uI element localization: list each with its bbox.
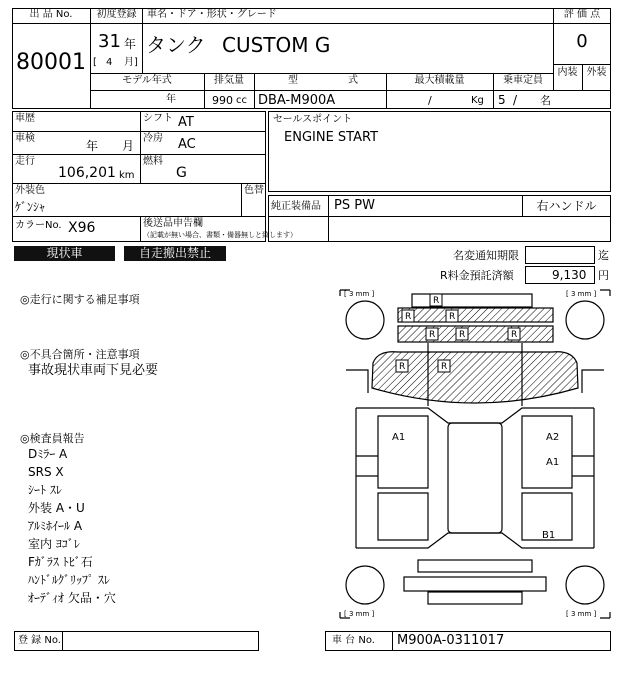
- inspector-item: ﾊﾝﾄﾞﾙｸﾞﾘｯﾌﾟ ｽﾚ: [28, 573, 110, 587]
- chassis-number: M900A-0311017: [397, 633, 505, 648]
- after-doc-label: 後送品申告欄: [143, 218, 203, 229]
- svg-text:R: R: [429, 330, 436, 340]
- recycle-label: R料金預託済額: [440, 269, 514, 282]
- svg-text:R: R: [399, 362, 406, 372]
- inspector-item: 外装 A・U: [28, 501, 85, 515]
- year-unit: 年: [124, 37, 137, 51]
- ac-value: AC: [178, 137, 196, 152]
- shift-value: AT: [178, 115, 194, 130]
- inspection-month: 月: [122, 139, 135, 153]
- shift-label: シフト: [143, 113, 173, 124]
- name-change-field[interactable]: [525, 246, 595, 264]
- max-load-unit: Kg: [471, 95, 484, 106]
- tire-front-right-label: [ 3 mm ]: [566, 290, 597, 298]
- svg-text:R: R: [511, 330, 518, 340]
- svg-text:R: R: [441, 362, 448, 372]
- tire-rear-right-label: [ 3 mm ]: [566, 610, 597, 618]
- exterior-label: 外装: [586, 67, 607, 78]
- recycle-amount: 9,130: [552, 268, 587, 282]
- tire-rear-right-icon: [566, 566, 604, 604]
- inspector-item: 室内 ﾖｺﾞﾚ: [28, 537, 80, 551]
- lot-label: 出 品 No.: [29, 9, 73, 20]
- first-reg-label: 初度登録: [96, 9, 137, 20]
- model-year-label: モデル年式: [122, 75, 172, 86]
- score-value: 0: [576, 31, 588, 52]
- displacement-value: 990: [212, 94, 233, 107]
- current-status-button[interactable]: 現状車: [14, 246, 115, 261]
- month-value: 4: [106, 57, 113, 68]
- mileage-value: 106,201: [58, 165, 116, 181]
- color-label: 外装色: [15, 185, 45, 196]
- recycle-unit: 円: [598, 269, 609, 282]
- sales-point-label: セールスポイント: [273, 114, 353, 125]
- year-value: 31: [98, 31, 121, 52]
- equipment-value: PS PW: [334, 198, 375, 213]
- history-label: 車歴: [15, 113, 35, 124]
- capacity-unit: 名: [540, 94, 551, 107]
- svg-text:R: R: [433, 296, 440, 306]
- name-label: 車名・ドア・形状・グレード: [147, 9, 277, 20]
- svg-text:R: R: [459, 330, 466, 340]
- svg-text:A1: A1: [546, 457, 560, 468]
- capacity-sep: /: [513, 93, 518, 107]
- tire-front-right-icon: [566, 301, 604, 339]
- inspection-label: 車検: [15, 133, 35, 144]
- color-value: ｹﾞﾝｼｬ: [15, 200, 46, 214]
- month-unit: 月: [124, 57, 134, 68]
- no-self-drive-button[interactable]: 自走搬出禁止: [124, 246, 226, 261]
- capacity-value: 5: [498, 93, 506, 107]
- interior-label: 内装: [557, 67, 578, 78]
- svg-text:A2: A2: [546, 432, 560, 443]
- capacity-label: 乗車定員: [503, 75, 543, 86]
- inspector-item: SRS X: [28, 465, 64, 479]
- svg-text:A1: A1: [392, 432, 406, 443]
- defects-title: ◎不具合箇所・注意事項: [20, 348, 140, 361]
- fuel-value: G: [176, 165, 187, 181]
- type-label-2: 式: [348, 75, 358, 86]
- svg-text:R: R: [405, 312, 412, 322]
- reg-no-label: 登 録 No.: [18, 635, 61, 646]
- mileage-label: 走行: [15, 156, 35, 167]
- after-doc-box: [268, 217, 611, 242]
- grade: CUSTOM G: [222, 33, 331, 57]
- mileage-unit: km: [119, 170, 135, 181]
- name-change-unit: 迄: [598, 249, 609, 262]
- type-label: 型: [288, 75, 298, 86]
- model-code: DBA-M900A: [258, 93, 336, 108]
- model-year-unit: 年: [166, 94, 176, 105]
- driving-title: ◎走行に関する補足事項: [20, 293, 140, 306]
- inspector-item: ｵｰﾃﾞｨｵ 欠品・穴: [28, 591, 116, 605]
- max-load-sep: /: [428, 94, 432, 107]
- displacement-unit: cc: [236, 95, 247, 106]
- inspector-item: ｱﾙﾐﾎｲｰﾙ A: [28, 519, 83, 533]
- car-name: タンク: [146, 33, 206, 57]
- after-doc-note: （記載が無い場合、書類・備器無しと致します）: [143, 231, 297, 239]
- fuel-label: 燃料: [143, 156, 163, 167]
- lot-number: 80001: [16, 50, 86, 75]
- color-no-label: カラーNo.: [15, 220, 62, 231]
- max-load-label: 最大積載量: [414, 75, 465, 86]
- displacement-label: 排気量: [214, 75, 244, 86]
- inspector-item: Dﾐﾗｰ A: [28, 447, 68, 461]
- name-change-label: 名変通知期限: [453, 249, 519, 262]
- tire-front-left-icon: [346, 301, 384, 339]
- equipment-label: 純正装備品: [271, 201, 321, 212]
- score-label: 評 価 点: [563, 9, 601, 20]
- inspection-year: 年: [86, 139, 99, 153]
- color-no-value: X96: [68, 220, 96, 236]
- sales-point-value: ENGINE START: [284, 130, 379, 145]
- ac-label: 冷房: [143, 133, 163, 144]
- tire-front-left-label: [ 3 mm ]: [344, 290, 375, 298]
- inspector-item: Fｶﾞﾗｽ ﾄﾋﾞ石: [28, 555, 93, 569]
- tire-rear-left-label: [ 3 mm ]: [344, 610, 375, 618]
- inspector-title: ◎検査員報告: [20, 432, 85, 445]
- defects-text: 事故現状車両下見必要: [28, 363, 159, 378]
- recolor-label: 色替: [244, 185, 264, 196]
- steering-value: 右ハンドル: [536, 199, 597, 213]
- inspector-item: ｼｰﾄ ｽﾚ: [28, 483, 62, 497]
- svg-text:R: R: [449, 312, 456, 322]
- car-damage-diagram: [338, 288, 612, 620]
- tire-rear-left-icon: [346, 566, 384, 604]
- svg-text:B1: B1: [542, 530, 556, 541]
- chassis-label: 車 台 No.: [332, 635, 375, 646]
